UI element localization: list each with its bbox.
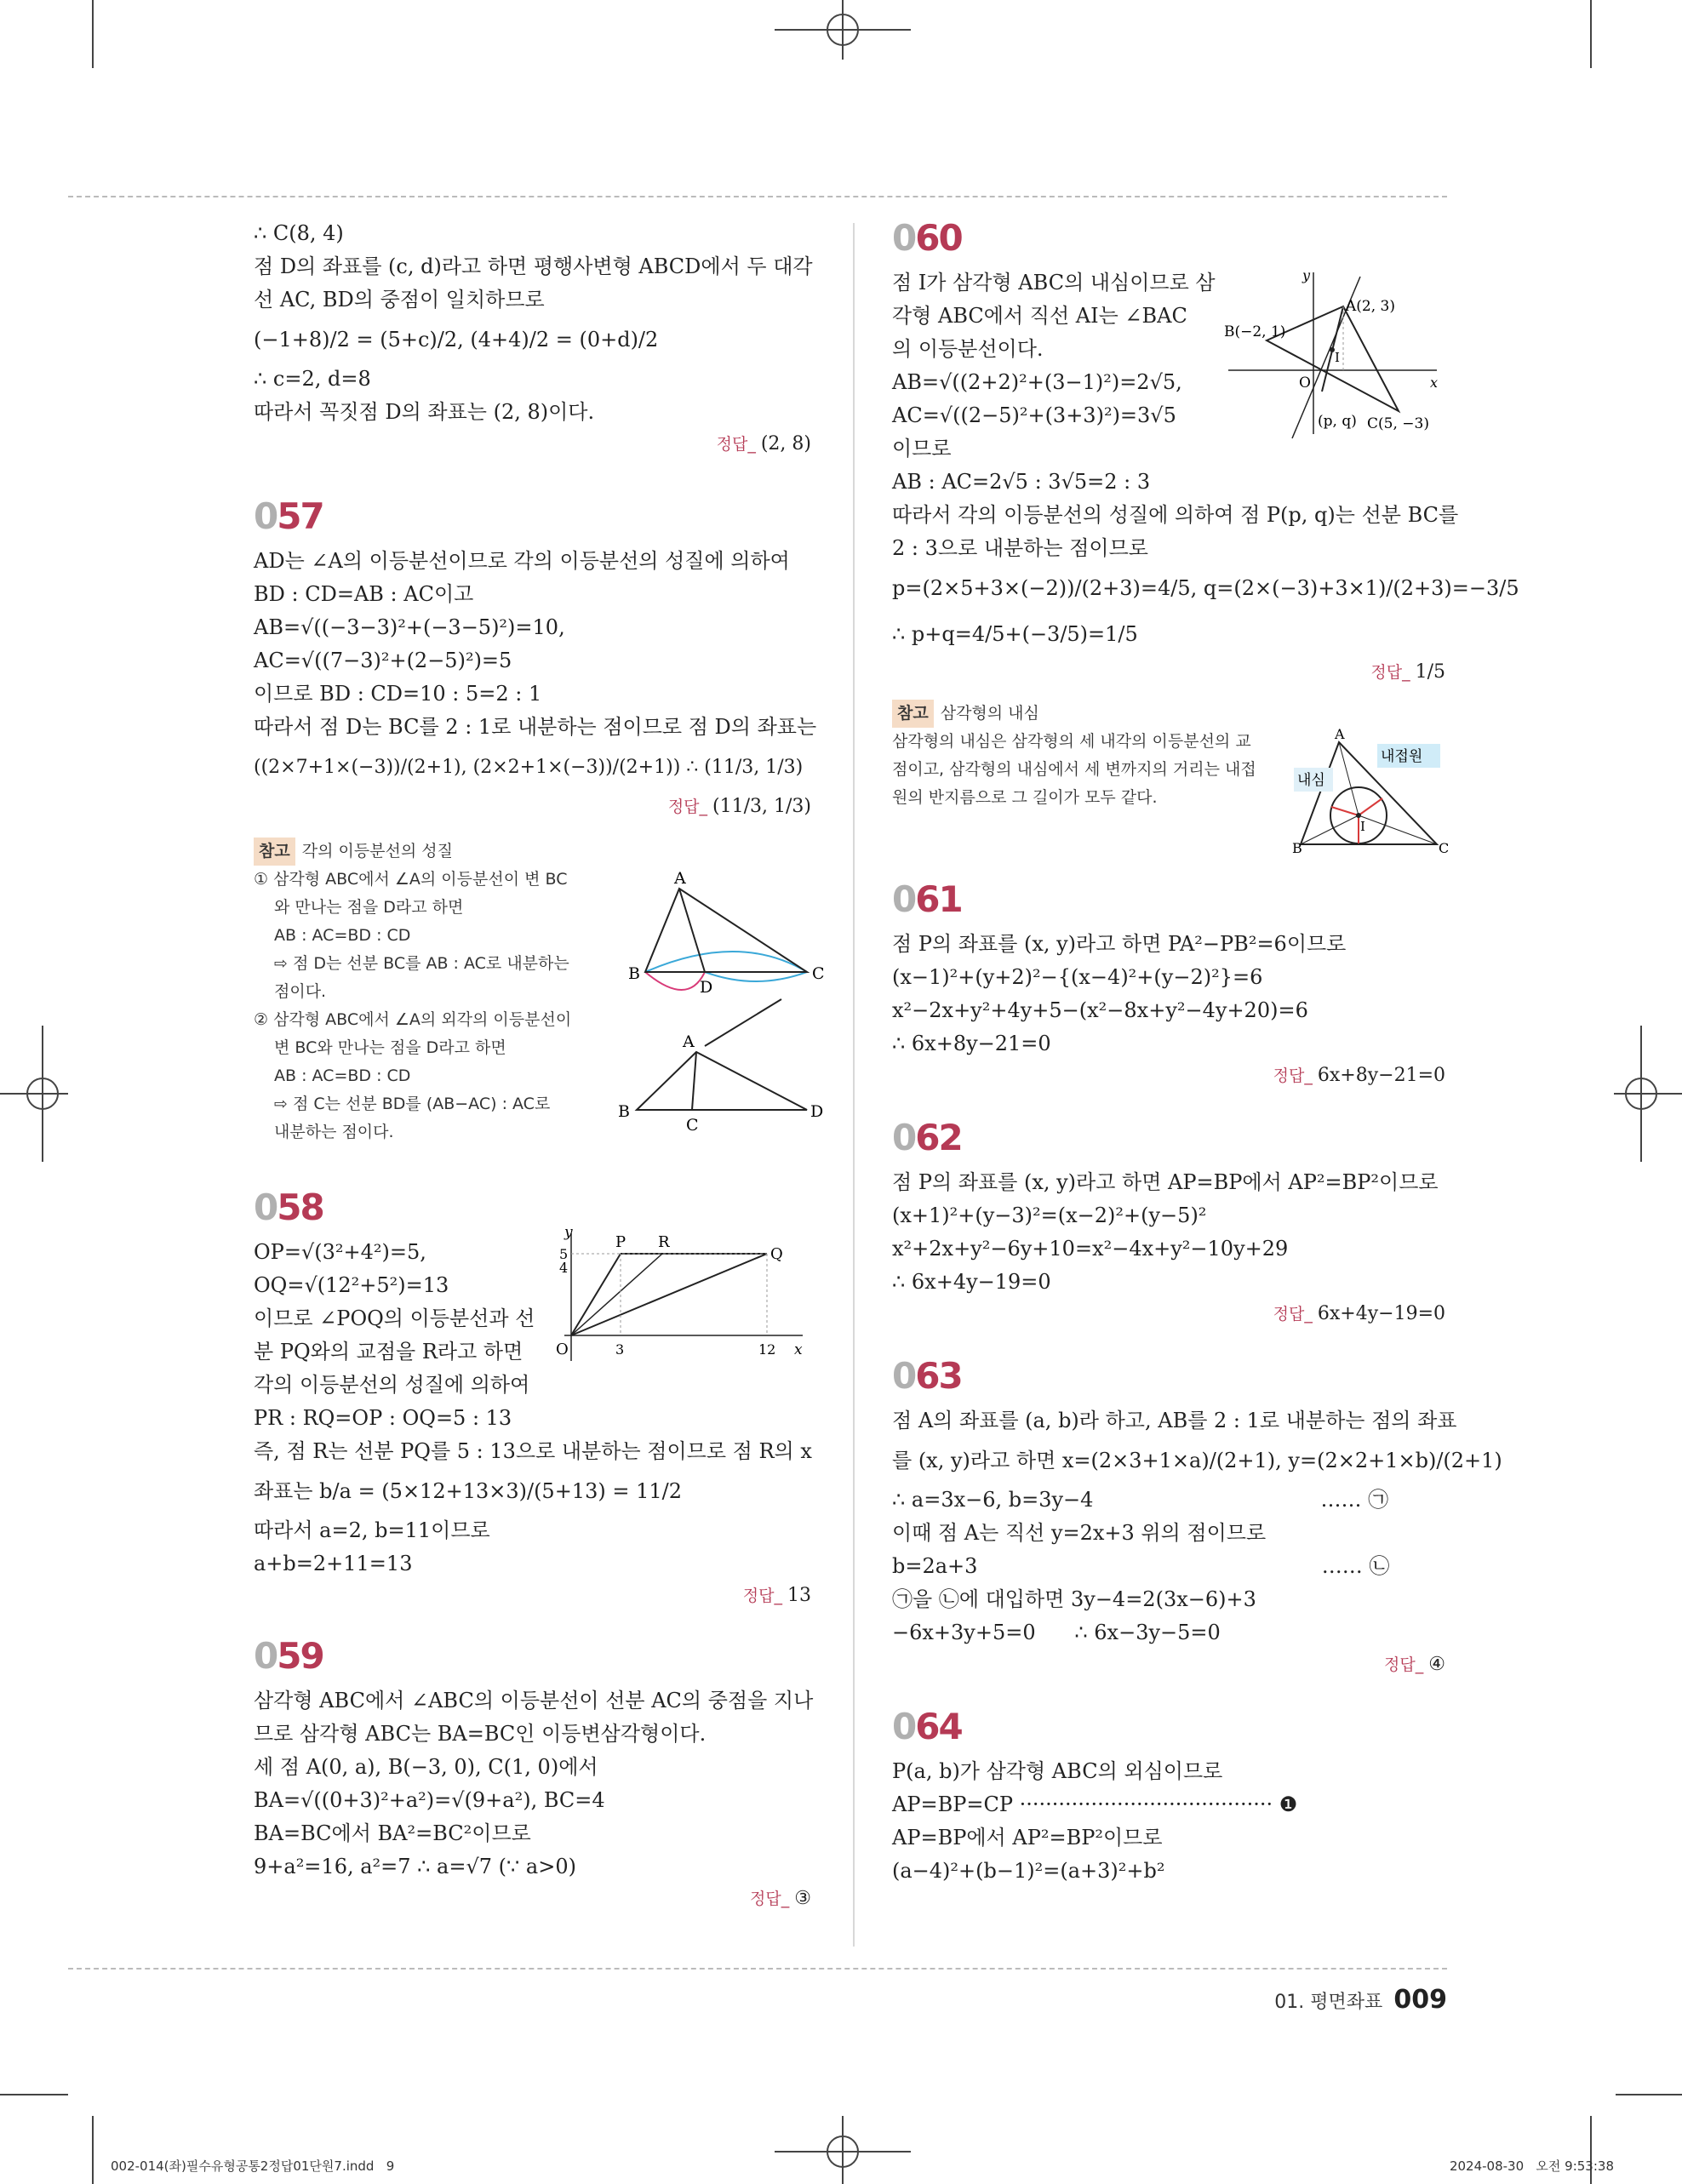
note-title: 삼각형의 내심: [940, 704, 1039, 723]
point-label-b: B(−2, 1): [1224, 323, 1286, 340]
problem-059: [254, 1635, 814, 1914]
text-line: ∴ c=2, d=8: [254, 367, 371, 391]
text-line: 점 P의 좌표를 (x, y)라고 하면 PA²−PB²=6이므로: [892, 932, 1347, 956]
problem-060: [892, 217, 1519, 856]
text-line: 분 PQ와의 교점을 R라고 하면: [254, 1340, 523, 1364]
vertex-label-a: A: [683, 1032, 695, 1051]
answer-value: 1/5: [1415, 661, 1445, 683]
text-line: 의 이등분선이다.: [892, 337, 1044, 361]
point-label-q: Q: [770, 1245, 783, 1263]
note-line: 내분하는 점이다.: [274, 1123, 394, 1141]
note-line: AB : AC=BD : CD: [274, 1066, 411, 1085]
text-line: 이므로 ∠POQ의 이등분선과 선: [254, 1306, 535, 1330]
text-line: 를 (x, y)라고 하면 x=(2×3+1×a)/(2+1), y=(2×2+1×b)/(2+1): [892, 1449, 1502, 1472]
text-line: (a−4)²+(b−1)²=(a+3)²+b²: [892, 1859, 1165, 1883]
vertex-label-b: B: [628, 964, 640, 983]
note-box: [892, 700, 1450, 856]
registration-mark: [775, 0, 911, 60]
answer-value: (2, 8): [760, 433, 811, 455]
text-line: ∴ C(8, 4): [254, 221, 344, 245]
note-tag: 참고: [892, 700, 934, 728]
text-line: 므로 삼각형 ABC는 BA=BC인 이등변삼각형이다.: [254, 1722, 707, 1746]
angle-bisector-figure: [611, 863, 825, 1152]
text-line: AC=√((7−3)²+(2−5)²)=5: [254, 649, 512, 672]
text-line: ((2×7+1×(−3))/(2+1), (2×2+1×(−3))/(2+1)) ∴ (11/3, 1/3): [254, 757, 804, 778]
answer: [254, 792, 811, 822]
problem-number: [892, 1355, 1445, 1398]
text-line: 이므로: [892, 437, 952, 460]
print-date-info: 2024-08-30 오전 9:53:38: [1449, 2158, 1614, 2174]
point-label-p: P: [615, 1233, 626, 1251]
problem-number: [254, 1186, 811, 1229]
number-rest: 57: [277, 495, 323, 537]
note-line: 삼각형의 내심은 삼각형의 세 내각의 이등분선의 교: [892, 732, 1251, 751]
text-line: 점 I가 삼각형 ABC의 내심이므로 삼: [892, 271, 1216, 294]
axis-label-x: x: [1430, 374, 1439, 391]
bottom-dashed-rule: [68, 1968, 1447, 1970]
text-line: x²−2x+y²+4y+5−(x²−8x+y²−4y+20)=6: [892, 998, 1308, 1022]
text-line: BA=BC에서 BA²=BC²이므로: [254, 1821, 531, 1845]
vertex-label-c: C: [686, 1116, 699, 1135]
number-rest: 58: [277, 1186, 323, 1228]
text-line: 점 P의 좌표를 (x, y)라고 하면 AP=BP에서 AP²=BP²이므로: [892, 1170, 1439, 1194]
point-label-p: (p, q): [1318, 413, 1357, 430]
coordinate-figure-058: [547, 1225, 811, 1369]
answer-value: 13: [787, 1585, 811, 1606]
answer-label: 정답_: [716, 435, 756, 454]
answer-value: 6x+8y−21=0: [1317, 1065, 1445, 1086]
text-line: −6x+3y+5=0 ∴ 6x−3y−5=0: [892, 1621, 1221, 1644]
text-line: ㉠을 ㉡에 대입하면 3y−4=2(3x−6)+3: [892, 1587, 1256, 1611]
text-line: ∴ a=3x−6, b=3y−4 …… ㉠: [892, 1488, 1389, 1512]
note-line: 와 만나는 점을 D라고 하면: [274, 898, 464, 917]
text-line: BD : CD=AB : AC이고: [254, 582, 474, 606]
number-rest: 60: [915, 217, 962, 259]
intro-block: [254, 217, 811, 460]
problem-number: [892, 217, 1445, 260]
vertex-label-d: D: [700, 978, 713, 997]
text-line: 2 : 3으로 내분하는 점이므로: [892, 536, 1148, 560]
registration-mark: [0, 1026, 68, 1162]
right-column: [892, 217, 1519, 1888]
text-line: AB=√((2+2)²+(3−1)²)=2√5,: [892, 370, 1182, 394]
axis-label-x: x: [794, 1341, 803, 1358]
text-line: (x+1)²+(y−3)²=(x−2)²+(y−5)²: [892, 1203, 1207, 1227]
answer-label: 정답_: [1273, 1305, 1313, 1324]
tick-label: 4: [559, 1260, 569, 1276]
answer-label: 정답_: [1273, 1066, 1313, 1085]
text-line: PR : RQ=OP : OQ=5 : 13: [254, 1406, 512, 1430]
text-line: P(a, b)가 삼각형 ABC의 외심이므로: [892, 1759, 1223, 1783]
axis-label-y: y: [564, 1224, 573, 1241]
vertex-label-b: B: [1292, 840, 1302, 856]
crop-mark: [92, 2116, 94, 2184]
point-label-a: A(2, 3): [1346, 298, 1395, 315]
text-line: 삼각형 ABC에서 ∠ABC의 이등분선이 선분 AC의 중점을 지나: [254, 1689, 814, 1712]
page-number: 009: [1393, 1985, 1447, 2015]
section-title: 01. 평면좌표: [1274, 1992, 1383, 2013]
tick-label: 3: [615, 1341, 625, 1358]
vertex-label-a: A: [1335, 726, 1345, 742]
problem-number: [892, 1706, 1445, 1748]
answer-value: ③: [794, 1888, 811, 1909]
crop-mark: [1616, 2094, 1682, 2095]
text-line: ∴ p+q=4/5+(−3/5)=1/5: [892, 622, 1138, 646]
axis-label-y: y: [1302, 267, 1311, 283]
left-column: [254, 217, 825, 1914]
vertex-label-c: C: [812, 964, 825, 983]
note-title: 각의 이등분선의 성질: [301, 842, 453, 860]
number-zero: 0: [254, 495, 277, 537]
text-line: 따라서 각의 이등분선의 성질에 의하여 점 P(p, q)는 선분 BC를: [892, 503, 1459, 527]
text-line: AB : AC=2√5 : 3√5=2 : 3: [892, 470, 1151, 494]
problem-number: [254, 495, 811, 538]
note-line: ① 삼각형 ABC에서 ∠A의 이등분선이 변 BC: [254, 870, 568, 889]
incircle-figure: [1292, 725, 1450, 856]
text-line: 각의 이등분선의 성질에 의하여: [254, 1373, 530, 1397]
text-line: 따라서 a=2, b=11이므로: [254, 1518, 490, 1542]
problem-064: [892, 1706, 1445, 1888]
number-zero: 0: [892, 1117, 916, 1158]
text-line: 따라서 꼭짓점 D의 좌표는 (2, 8)이다.: [254, 400, 595, 424]
number-zero: 0: [254, 1635, 277, 1677]
note-tag: 참고: [254, 838, 295, 866]
answer: [254, 1581, 811, 1611]
problem-number: [254, 1635, 811, 1678]
number-zero: 0: [892, 217, 916, 259]
answer-label: 정답_: [750, 1890, 790, 1908]
answer-label: 정답_: [742, 1587, 782, 1605]
note-line: 원의 반지름으로 그 길이가 모두 같다.: [892, 788, 1158, 807]
note-box: [254, 838, 825, 1161]
coordinate-figure-060: [1224, 268, 1447, 438]
answer: [254, 429, 811, 460]
note-line: ② 삼각형 ABC에서 ∠A의 외각의 이등분선이: [254, 1010, 572, 1029]
point-label-c: C(5, −3): [1367, 415, 1429, 432]
text-line: ∴ 6x+4y−19=0: [892, 1270, 1051, 1294]
number-rest: 63: [915, 1355, 962, 1397]
problem-063: [892, 1355, 1502, 1680]
incenter-label: 내심: [1297, 772, 1325, 789]
point-label-r: R: [658, 1233, 670, 1251]
problem-number: [892, 878, 1445, 921]
answer-label: 정답_: [1370, 663, 1410, 682]
text-line: 점 D의 좌표를 (c, d)라고 하면 평행사변형 ABCD에서 두 대각: [254, 254, 813, 278]
note-line: ⇨ 점 C는 선분 BD를 (AB−AC) : AC로: [274, 1095, 551, 1113]
answer-value: 6x+4y−19=0: [1317, 1303, 1445, 1324]
point-label-i: I: [1360, 819, 1365, 834]
number-rest: 61: [915, 878, 962, 920]
vertex-label-b: B: [618, 1102, 630, 1121]
origin-label: O: [556, 1341, 569, 1358]
note-line: 점이고, 삼각형의 내심에서 세 변까지의 거리는 내접: [892, 760, 1256, 779]
text-line: 각형 ABC에서 직선 AI는 ∠BAC: [892, 304, 1187, 328]
text-line: AD는 ∠A의 이등분선이므로 각의 이등분선의 성질에 의하여: [254, 549, 790, 573]
text-line: OQ=√(12²+5²)=13: [254, 1273, 449, 1297]
number-zero: 0: [892, 1355, 916, 1397]
text-line: AB=√((−3−3)²+(−3−5)²)=10,: [254, 615, 565, 639]
vertex-label-a: A: [674, 869, 686, 888]
answer-label: 정답_: [667, 798, 708, 816]
text-line: 좌표는 b/a = (5×12+13×3)/(5+13) = 11/2: [254, 1479, 682, 1503]
page-footer: [1274, 1985, 1447, 2015]
text-line: b=2a+3 …… ㉡: [892, 1554, 1390, 1578]
incircle-label: 내접원: [1381, 748, 1423, 765]
answer: [892, 1299, 1445, 1329]
text-line: 점 A의 좌표를 (a, b)라 하고, AB를 2 : 1로 내분하는 점의 좌표: [892, 1409, 1457, 1432]
text-line: ∴ 6x+8y−21=0: [892, 1032, 1051, 1055]
number-rest: 59: [277, 1635, 323, 1677]
text-line: 9+a²=16, a²=7 ∴ a=√7 (∵ a>0): [254, 1855, 576, 1878]
answer-label: 정답_: [1384, 1655, 1424, 1674]
text-line: a+b=2+11=13: [254, 1552, 413, 1575]
note-line: ⇨ 점 D는 선분 BC를 AB : AC로 내분하는: [274, 954, 569, 973]
answer-value: ④: [1428, 1654, 1445, 1675]
number-zero: 0: [254, 1186, 277, 1228]
text-line: 이때 점 A는 직선 y=2x+3 위의 점이므로: [892, 1521, 1267, 1545]
problem-number: [892, 1117, 1445, 1159]
text-line: (x−1)²+(y+2)²−{(x−4)²+(y−2)²}=6: [892, 965, 1263, 989]
text-line: p=(2×5+3×(−2))/(2+3)=4/5, q=(2×(−3)+3×1)/(2+3)=−3/5: [892, 576, 1519, 600]
text-line: x²+2x+y²−6y+10=x²−4x+y²−10y+29: [892, 1237, 1289, 1261]
note-line: 변 BC와 만나는 점을 D라고 하면: [274, 1038, 506, 1057]
answer-value: (11/3, 1/3): [712, 796, 811, 817]
tick-label: 5: [559, 1246, 569, 1262]
crop-mark: [0, 2094, 68, 2095]
problem-057: [254, 495, 825, 1161]
text-line: 선 AC, BD의 중점이 일치하므로: [254, 288, 545, 312]
note-line: 점이다.: [274, 982, 327, 1001]
text-line: AC=√((2−5)²+(3+3)²)=3√5: [892, 403, 1176, 427]
answer: [892, 1649, 1445, 1680]
text-line: BA=√((0+3)²+a²)=√(9+a²), BC=4: [254, 1788, 605, 1812]
number-rest: 64: [915, 1706, 962, 1747]
text-line: AP=BP=CP ······································· ❶: [892, 1792, 1298, 1816]
note-line: AB : AC=BD : CD: [274, 926, 411, 945]
answer: [892, 1061, 1445, 1091]
registration-mark: [1614, 1026, 1682, 1162]
print-file-info: 002-014(좌)필수유형공통2정답01단원7.indd 9: [111, 2158, 395, 2174]
number-zero: 0: [892, 1706, 916, 1747]
problem-058: [254, 1186, 811, 1611]
problem-061: [892, 878, 1445, 1091]
text-line: 즉, 점 R는 선분 PQ를 5 : 13으로 내분하는 점이므로 점 R의 x: [254, 1439, 812, 1463]
text-line: OP=√(3²+4²)=5,: [254, 1240, 426, 1264]
text-line: 따라서 점 D는 BC를 2 : 1로 내분하는 점이므로 점 D의 좌표는: [254, 715, 817, 739]
number-rest: 62: [915, 1117, 962, 1158]
text-line: 세 점 A(0, a), B(−3, 0), C(1, 0)에서: [254, 1755, 598, 1779]
crop-mark: [92, 0, 94, 68]
vertex-label-c: C: [1439, 840, 1450, 856]
tick-label: 12: [758, 1341, 776, 1358]
text-line: AP=BP에서 AP²=BP²이므로: [892, 1826, 1163, 1850]
top-dashed-rule: [68, 196, 1447, 197]
number-zero: 0: [892, 878, 916, 920]
text-line: 이므로 BD : CD=10 : 5=2 : 1: [254, 682, 542, 706]
point-label-i: I: [1335, 350, 1340, 365]
problem-062: [892, 1117, 1445, 1329]
crop-mark: [1590, 0, 1592, 68]
registration-mark: [775, 2116, 911, 2184]
column-divider: [853, 223, 855, 1947]
vertex-label-d: D: [810, 1102, 824, 1121]
answer: [254, 1884, 811, 1914]
answer: [892, 657, 1445, 688]
origin-label: O: [1299, 374, 1311, 392]
text-line: (−1+8)/2 = (5+c)/2, (4+4)/2 = (0+d)/2: [254, 328, 659, 352]
